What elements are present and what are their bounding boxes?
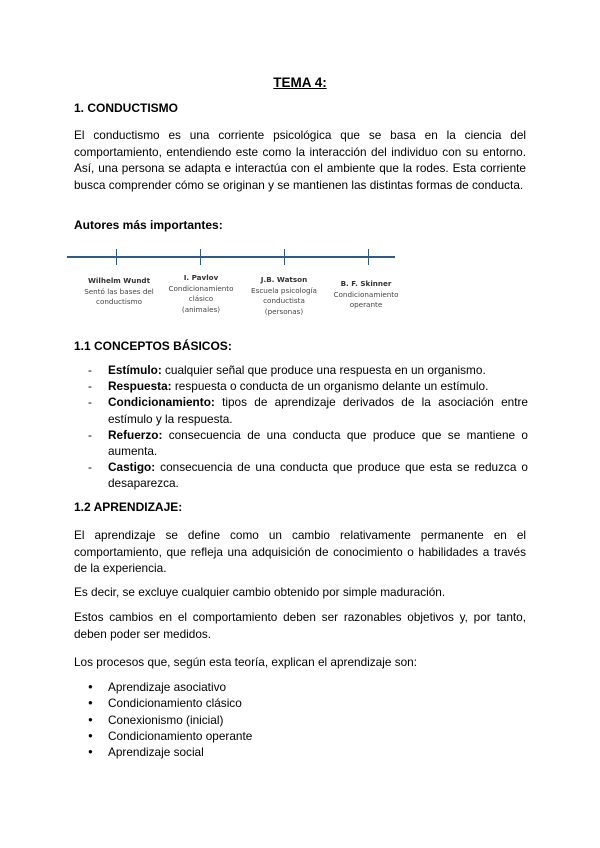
author-desc: (animales) xyxy=(181,304,221,314)
list-item-text: Conexionismo (inicial) xyxy=(108,712,224,727)
concept-definition: respuesta o conducta de un organismo delante un estímulo. xyxy=(171,379,489,394)
page-title: TEMA 4: xyxy=(273,75,327,90)
author-desc: Sentó las bases del xyxy=(84,286,154,296)
learning-processes-list xyxy=(88,679,518,760)
author-desc: (personas) xyxy=(264,306,304,316)
paragraph-conductismo: El conductismo es una corriente psicológica que se basa en la ciencia del comportamiento, entendiendo este como la interacción del individuo con su entorno. Así, una persona se adapta e interactúa con el ambiente que la rodes. Esta corriente busca comprender cómo se originan y se mantienen las distintas formas de conducta. xyxy=(74,128,526,192)
concept-term: Castigo: xyxy=(108,460,156,475)
concept-term: Estímulo: xyxy=(108,363,162,377)
timeline-tick xyxy=(116,249,117,265)
timeline-tick xyxy=(368,249,369,265)
concept-term: Respuesta: xyxy=(108,379,172,394)
author-desc: conductista xyxy=(263,296,305,305)
author-skinner xyxy=(316,279,416,311)
section-heading-conceptos: 1.1 CONCEPTOS BÁSICOS: xyxy=(74,339,232,353)
authors-heading: Autores más importantes: xyxy=(74,218,223,232)
author-name: B. F. Skinner xyxy=(340,279,392,288)
list-item xyxy=(88,712,518,728)
paragraph-aprendizaje-4: Los procesos que, según esta teoría, explican el aprendizaje son: xyxy=(74,655,417,669)
author-desc: Escuela psicología xyxy=(251,285,317,295)
author-desc: Condicionamiento xyxy=(333,289,399,299)
list-item-text: Condicionamiento operante xyxy=(108,728,253,743)
bullet-icon: ● xyxy=(88,698,93,708)
list-item-text: Condicionamiento clásico xyxy=(108,696,242,711)
bullet-icon: ● xyxy=(88,682,93,691)
bullet-icon: ● xyxy=(88,714,93,724)
author-desc: conductismo xyxy=(96,297,142,306)
list-item xyxy=(88,728,518,744)
list-item: - Refuerzo: consecuencia de una conducta que produce que se mantiene o aumenta. xyxy=(88,427,528,459)
concepts-list xyxy=(88,362,528,492)
concept-term: Condicionamiento: xyxy=(108,395,215,410)
concept-term: Refuerzo: xyxy=(108,427,163,442)
list-item-text: Aprendizaje social xyxy=(108,745,204,760)
list-item xyxy=(88,679,518,695)
author-desc: clásico xyxy=(188,294,214,303)
author-name: Wilhelm Wundt xyxy=(87,276,151,285)
paragraph-aprendizaje-2: Es decir, se excluye cualquier cambio obtenido por simple maduración. xyxy=(74,585,446,599)
author-desc: operante xyxy=(349,300,383,309)
list-item xyxy=(88,695,518,711)
concept-definition: consecuencia de una conducta que produce que esta se reduzca o desaparezca. xyxy=(108,460,528,491)
list-item: - Estímulo: cualquier señal que produce una respuesta en un organismo. xyxy=(88,363,486,377)
concept-definition: consecuencia de una conducta que produce que se mantiene o aumenta. xyxy=(108,427,528,459)
author-name: J.B. Watson xyxy=(260,275,308,284)
list-item: - Castigo: consecuencia de una conducta que produce que esta se reduzca o desaparezca. xyxy=(88,460,528,491)
timeline-tick xyxy=(284,249,285,265)
section-heading-conductismo: 1. CONDUCTISMO xyxy=(74,101,179,115)
author-desc: Condicionamiento xyxy=(168,283,234,293)
timeline-tick xyxy=(200,249,201,265)
list-item xyxy=(88,744,518,760)
concept-definition: cualquier señal que produce una respuesta en un organismo. xyxy=(161,363,486,377)
list-item: - Condicionamiento: tipos de aprendizaje derivados de la asociación entre estímulo y la respuesta. xyxy=(88,395,528,426)
bullet-icon: ● xyxy=(88,747,93,757)
author-name: I. Pavlov xyxy=(183,273,219,282)
paragraph-aprendizaje-3: Estos cambios en el comportamiento deben ser razonables objetivos y, por tanto, deben poder ser medidos. xyxy=(74,610,526,641)
section-heading-aprendizaje: 1.2 APRENDIZAJE: xyxy=(74,500,183,514)
list-item-text: Aprendizaje asociativo xyxy=(108,680,227,694)
bullet-icon: ● xyxy=(88,730,93,740)
list-item: - Respuesta: respuesta o conducta de un organismo delante un estímulo. xyxy=(88,379,489,394)
paragraph-aprendizaje-1: El aprendizaje se define como un cambio relativamente permanente en el comportamiento, que refleja una adquisición de conocimiento o habilidades a través de la experiencia. xyxy=(74,528,526,575)
concept-definition: tipos de aprendizaje derivados de la asociación entre estímulo y la respuesta. xyxy=(108,395,528,426)
